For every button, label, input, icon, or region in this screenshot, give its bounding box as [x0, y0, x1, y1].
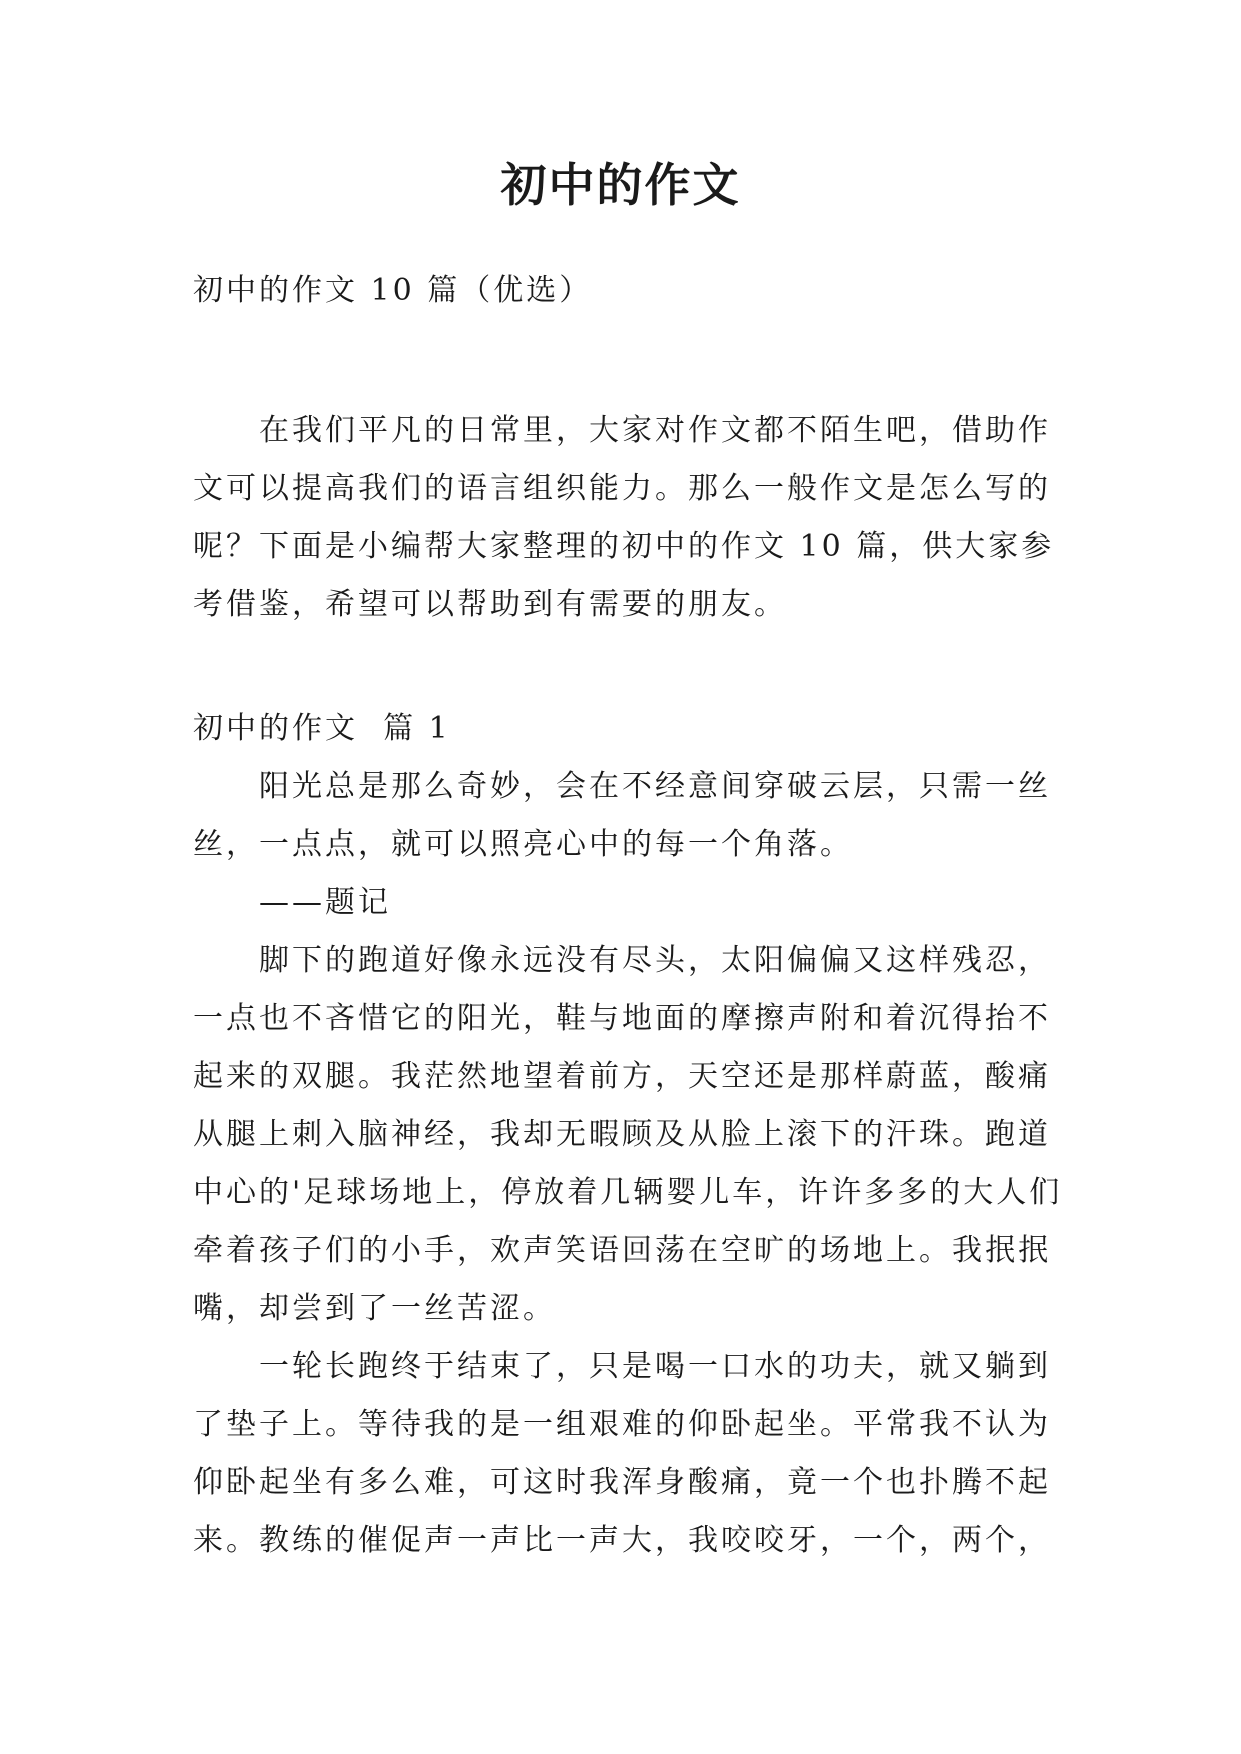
essay-paragraph: 一轮长跑终于结束了，只是喝一口水的功夫，就又躺到了垫子上。等待我的是一组艰难的仰卧起坐。平常我不认为仰卧起坐有多么难，可这时我浑身酸痛，竟一个也扑腾不起来。教练的催促声一声比一声大，我咬咬牙，一个，两个， — [193, 1349, 1051, 1558]
essay-body — [193, 758, 1063, 1570]
section-heading: 初中的作文 篇 1 — [193, 711, 451, 746]
epigraph-attribution: ——题记 — [259, 885, 391, 920]
intro-paragraph: 在我们平凡的日常里，大家对作文都不陌生吧，借助作文可以提高我们的语言组织能力。那么一般作文是怎么写的呢？下面是小编帮大家整理的初中的作文 10 篇，供大家参考借鉴，希望可以帮助到有需要的朋友。 — [193, 413, 1055, 622]
document-subtitle: 初中的作文 10 篇（优选） — [193, 273, 593, 308]
essay-paragraph: 阳光总是那么奇妙，会在不经意间穿破云层，只需一丝丝，一点点，就可以照亮心中的每一个角落。 — [193, 769, 1051, 862]
essay-paragraph: 脚下的跑道好像永远没有尽头，太阳偏偏又这样残忍，一点也不吝惜它的阳光，鞋与地面的摩擦声附和着沉得抬不起来的双腿。我茫然地望着前方，天空还是那样蔚蓝，酸痛从腿上刺入脑神经，我却无暇顾及从脸上滚下的汗珠。跑道中心的'足球场地上，停放着几辆婴儿车，许许多多的大人们牵着孩子们的小手，欢声笑语回荡在空旷的场地上。我抿抿嘴，却尝到了一丝苦涩。 — [193, 943, 1063, 1326]
page-title: 初中的作文 — [500, 158, 741, 212]
